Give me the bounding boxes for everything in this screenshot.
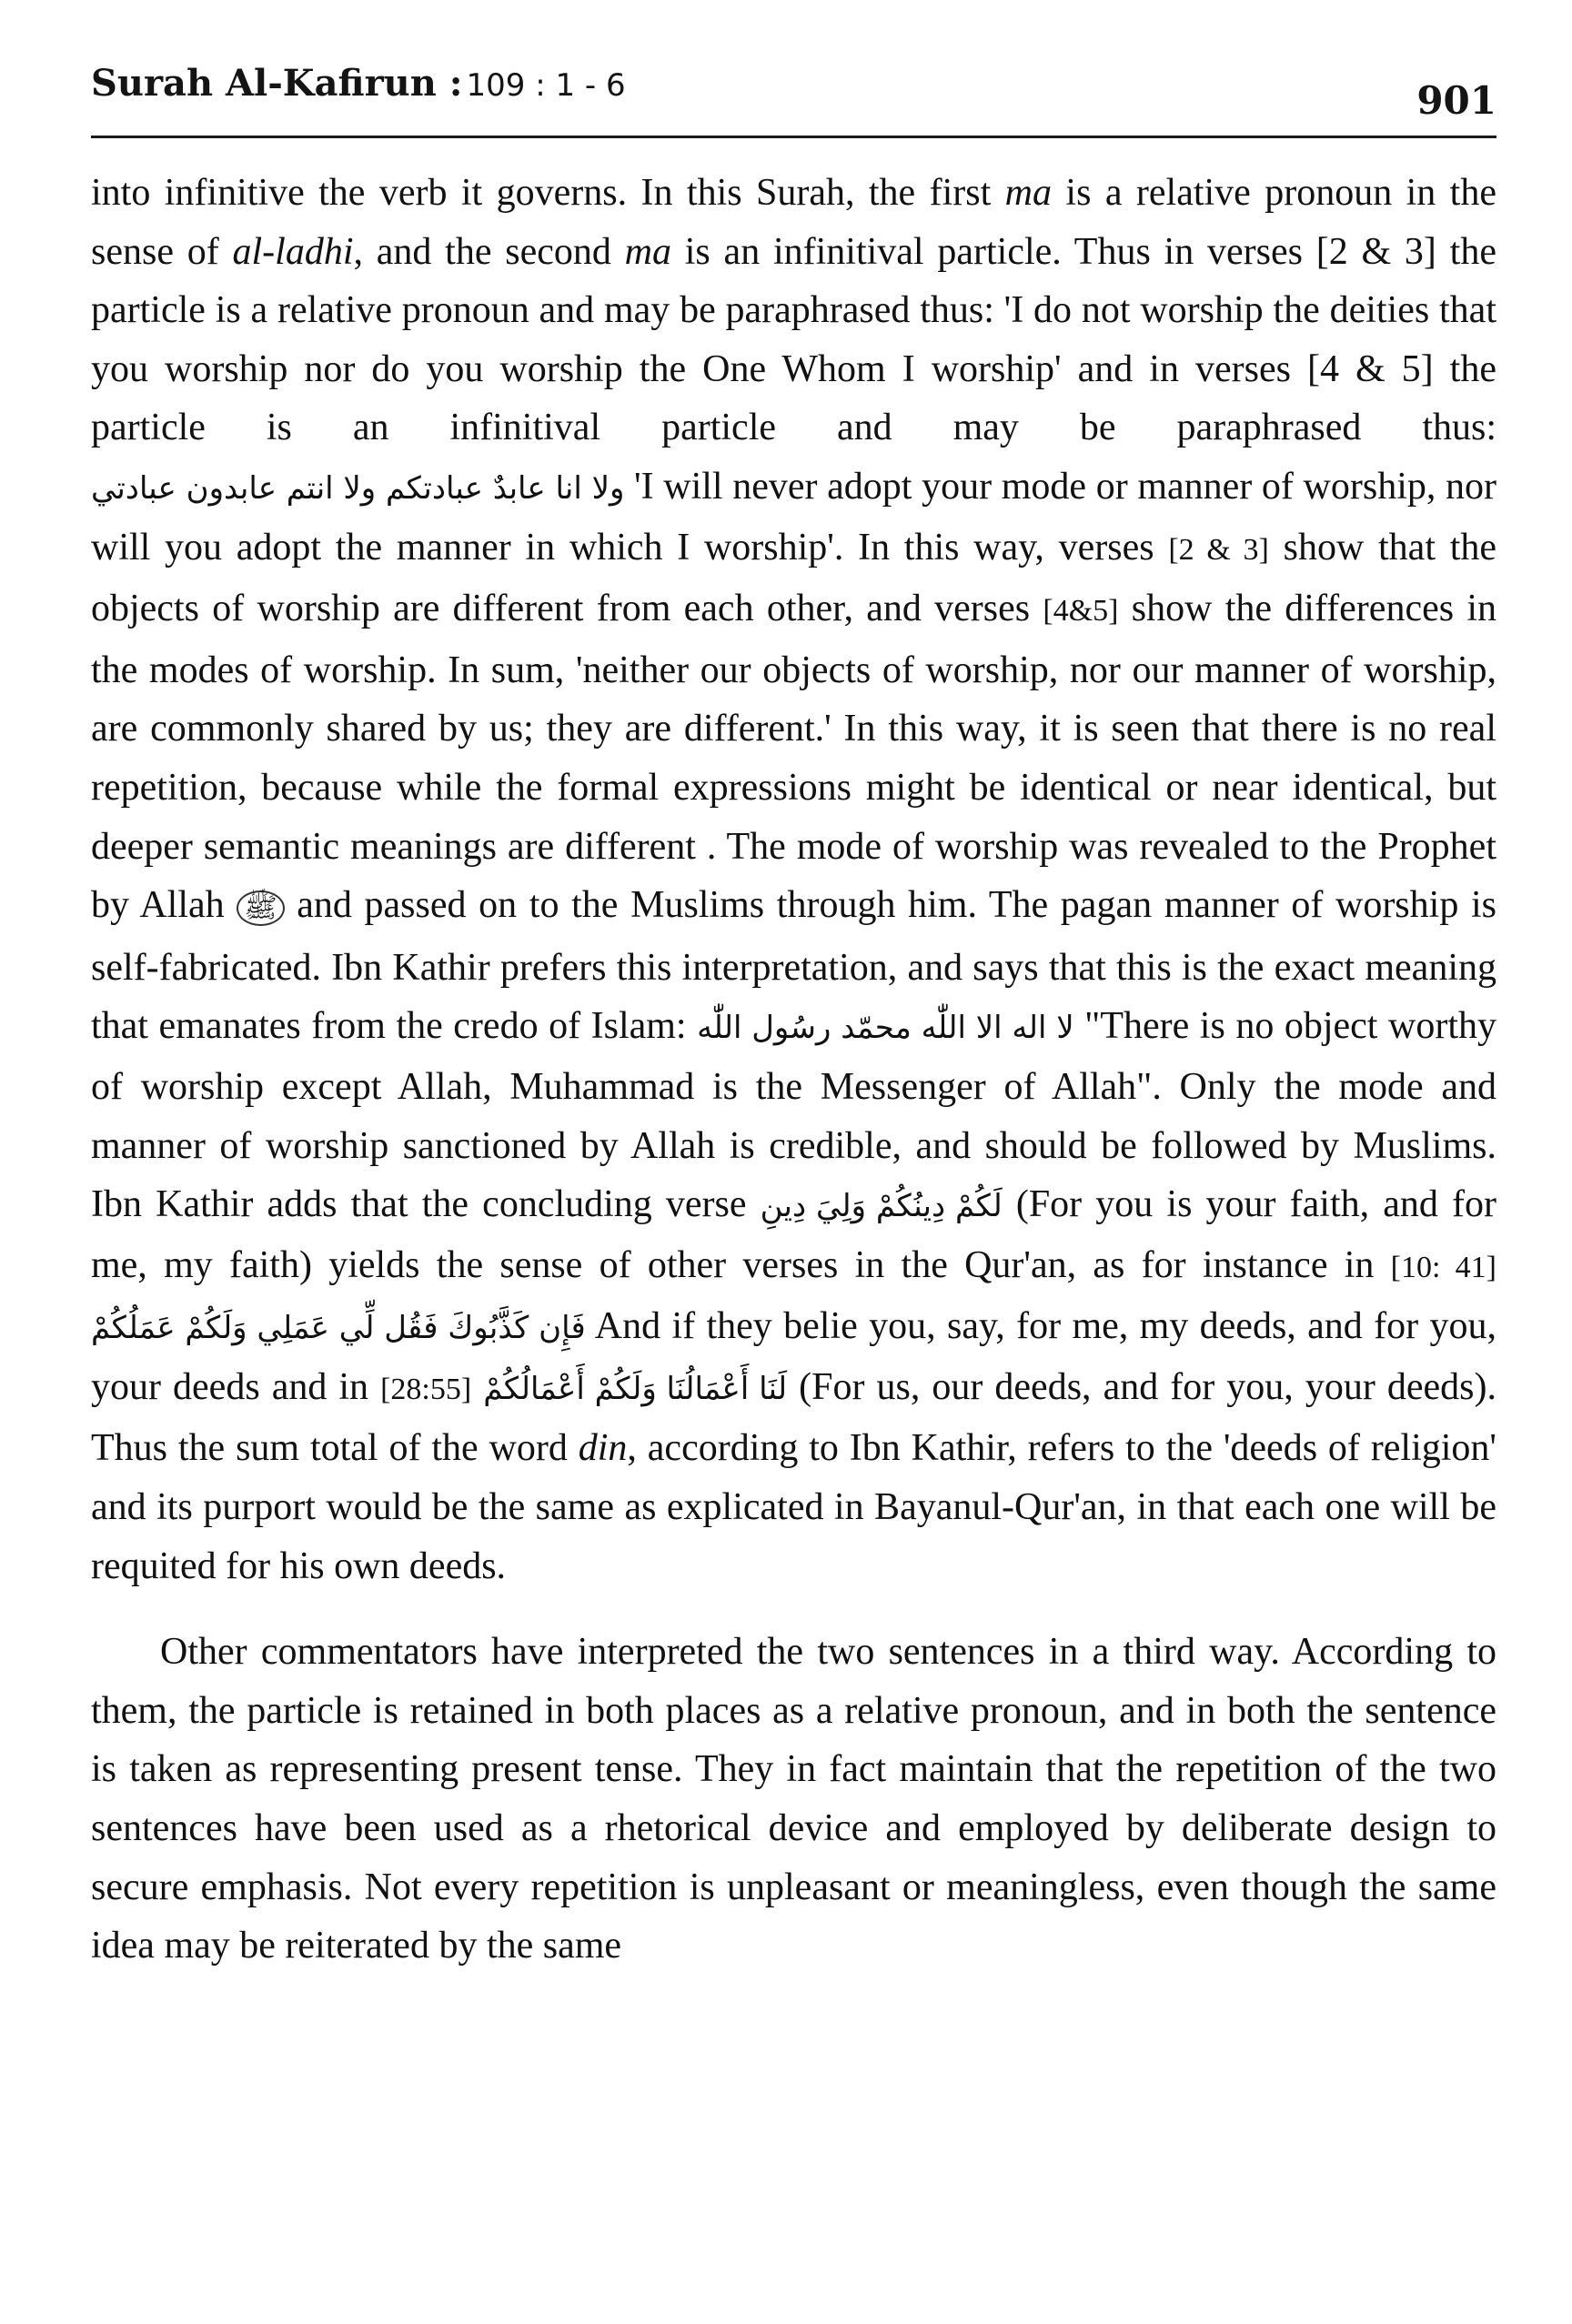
arabic-verse: لَنَا أَعْمَالُنَا وَلَكُمْ أَعْمَالُكُمْ: [483, 1370, 788, 1407]
arabic-verse: فَإِن كَذَّبُوكَ فَقُل لِّي عَمَلِي وَلَكُمْ عَمَلُكُمْ: [91, 1310, 586, 1347]
paragraph-1: [91, 164, 1496, 1595]
text-run: is a relative pronoun in the sense of: [91, 172, 1496, 273]
arabic-verse: لَكُمْ دِينُكُمْ وَلِيَ دِينِ: [760, 1188, 1003, 1225]
arabic-shahada: لا اله الا اللّٰه محمّد رسُول اللّٰه: [697, 1010, 1074, 1047]
text-run: , according to Ibn Kathir, refers to the 'deeds of religion' and its purport would be the same as explicated in Bayanul-Qur'an, in that each one will be requited for his own deeds.: [91, 1427, 1496, 1587]
text-run: 'I will never adopt your mode or manner of worship, nor will you adopt the manner in which I worship'. In this way, verses: [91, 465, 1496, 568]
text-run: [471, 1366, 483, 1408]
surah-name: Surah Al-Kafirun :: [91, 62, 463, 105]
page-number: 901: [1416, 78, 1496, 123]
salutation-glyph: ﷺ: [237, 890, 284, 926]
text-run: "There is no object worthy of worship except Allah, Muhammad is the Messenger of Allah". Only the mode and manner of worship sanctioned by Allah is credible, and should be followed by Muslims. Ibn Kathir adds that the concluding verse: [91, 1005, 1496, 1226]
text-run: , and the second: [353, 230, 625, 273]
verse-range: 109 : 1 - 6: [466, 67, 626, 104]
text-run: show the differences in the modes of worship. In sum, 'neither our objects of worship, nor our manner of worship, are commonly shared by us; they are different.' In this way, it is seen that there is no real repetition, because while the formal expressions might be identical or near identical, but deeper semantic meanings are different . The mode of worship was revealed to the Prophet by Allah: [91, 588, 1497, 927]
verse-ref: [10: 41]: [1390, 1250, 1496, 1284]
text-run: (For us, our deeds, and for you, your deeds). Thus the sum total of the word: [91, 1365, 1496, 1470]
verse-ref: [2 & 3]: [1168, 532, 1269, 567]
arabic-paraphrase: ولا انا عابدٌ عبادتكم ولا انتم عابدون عبادتي: [91, 469, 625, 507]
text-run: into infinitive the verb it governs. In this Surah, the first: [91, 172, 1005, 214]
text-run: and passed on to the Muslims through him. The pagan manner of worship is self-fabricated. Ibn Kathir prefers this interpretation, and says that this is the exact meaning that emanates from the credo of Islam:: [91, 884, 1496, 1048]
header-rule: [91, 136, 1496, 138]
verse-ref: [4&5]: [1043, 594, 1119, 629]
text-run: And if they belie you, say, for me, my deeds, and for you, your deeds and in: [91, 1305, 1496, 1408]
term-ma-2: ma: [624, 230, 671, 273]
page-header: [91, 62, 1496, 144]
text-run: show that the objects of worship are different from each other, and verses: [91, 526, 1497, 630]
paragraph-2: Other commentators have interpreted the two sentences in a third way. According to them, the particle is retained in both places as a relative pronoun, and in both the sentence is taken as representing present tense. They in fact maintain that the repetition of the two sentences have been used as a rhetorical device and employed by deliberate design to secure emphasis. Not every repetition is unpleasant or meaningless, even though the same idea may be reiterated by the same: [91, 1631, 1496, 1967]
text-run: is an infinitival particle. Thus in verses [2 & 3] the particle is a relative pronoun and may be paraphrased thus: 'I do not worship the deities that you worship nor do you worship the One Whom I worship' and in verses [4 & 5] the particle is an infinitival particle and may be paraphrased thus:: [91, 230, 1496, 449]
verse-ref: [28:55]: [380, 1372, 472, 1406]
term-al-ladhi: al-ladhi: [232, 230, 354, 273]
text-run: (For you is your faith, and for me, my faith) yields the sense of other verses in the Qur'an, as for instance in: [91, 1183, 1496, 1286]
running-title: [91, 62, 626, 105]
term-din: din: [578, 1427, 628, 1470]
body-text: [91, 164, 1496, 1976]
term-ma-1: ma: [1004, 172, 1053, 214]
